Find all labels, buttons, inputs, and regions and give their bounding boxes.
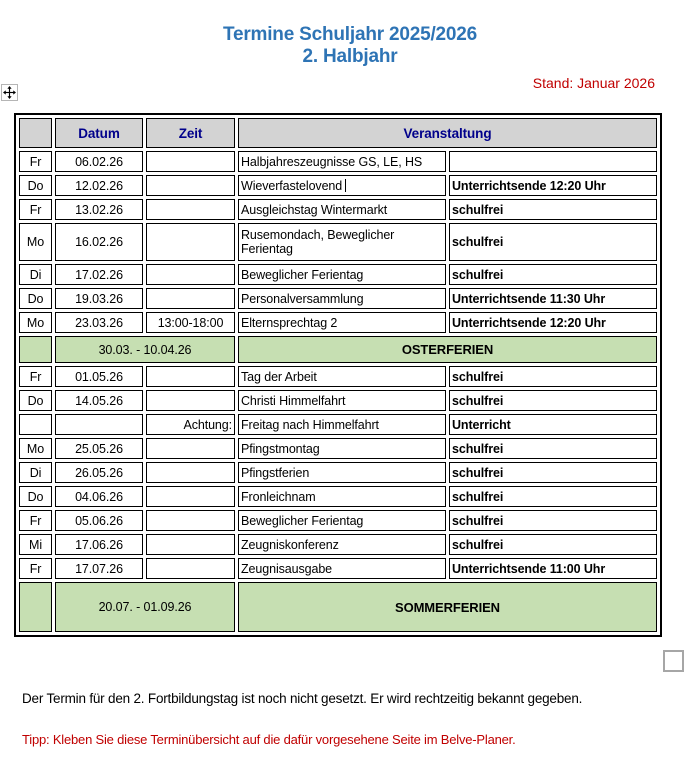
event-cell[interactable] <box>238 390 446 411</box>
event-row <box>19 199 657 220</box>
ferien-label-cell[interactable]: SOMMERFERIEN <box>238 582 657 632</box>
event-cell[interactable] <box>238 151 446 172</box>
header-datum[interactable]: Datum <box>55 118 143 148</box>
event-label: Personalversammlung <box>241 291 364 306</box>
status-cell[interactable]: schulfrei <box>449 462 657 483</box>
time-cell[interactable] <box>146 223 235 261</box>
time-cell[interactable] <box>146 175 235 196</box>
time-cell[interactable] <box>146 288 235 309</box>
status-cell[interactable]: schulfrei <box>449 366 657 387</box>
date-cell[interactable]: 23.03.26 <box>55 312 143 333</box>
status-cell[interactable]: schulfrei <box>449 390 657 411</box>
date-cell[interactable]: 17.06.26 <box>55 534 143 555</box>
event-label: Halbjahreszeugnisse GS, LE, HS <box>241 154 423 169</box>
stand-date: Stand: Januar 2026 <box>532 75 655 91</box>
table-body <box>19 151 657 632</box>
event-row <box>19 366 657 387</box>
event-row <box>19 462 657 483</box>
day-cell[interactable] <box>19 414 52 435</box>
date-cell[interactable]: 26.05.26 <box>55 462 143 483</box>
date-range-cell[interactable]: 20.07. - 01.09.26 <box>55 582 235 632</box>
status-cell[interactable] <box>449 151 657 172</box>
event-cell[interactable] <box>238 264 446 285</box>
event-row <box>19 438 657 459</box>
day-cell[interactable]: Mo <box>19 312 52 333</box>
status-cell[interactable]: Unterricht <box>449 414 657 435</box>
day-cell[interactable]: Fr <box>19 151 52 172</box>
time-cell[interactable] <box>146 510 235 531</box>
day-cell[interactable]: Fr <box>19 366 52 387</box>
event-cell[interactable] <box>238 223 446 261</box>
day-cell[interactable]: Fr <box>19 199 52 220</box>
date-cell[interactable]: 06.02.26 <box>55 151 143 172</box>
status-cell[interactable]: Unterrichtsende 12:20 Uhr <box>449 175 657 196</box>
date-cell[interactable]: 04.06.26 <box>55 486 143 507</box>
time-cell[interactable]: 13:00-18:00 <box>146 312 235 333</box>
day-cell[interactable]: Do <box>19 288 52 309</box>
event-label: Tag der Arbeit <box>241 369 317 384</box>
day-cell[interactable]: Fr <box>19 558 52 579</box>
date-cell[interactable]: 05.06.26 <box>55 510 143 531</box>
event-label: Zeugniskonferenz <box>241 537 339 552</box>
date-cell[interactable]: 13.02.26 <box>55 199 143 220</box>
table-move-handle[interactable] <box>1 84 18 101</box>
text-cursor <box>345 179 346 192</box>
table-resize-handle[interactable] <box>663 650 684 672</box>
event-label: Christi Himmelfahrt <box>241 393 346 408</box>
event-label: Wieverfastelovend <box>241 178 343 193</box>
day-cell[interactable]: Do <box>19 486 52 507</box>
table-header-row <box>19 118 657 148</box>
time-cell[interactable] <box>146 486 235 507</box>
date-cell[interactable]: 01.05.26 <box>55 366 143 387</box>
event-label: Beweglicher Ferientag <box>241 267 364 282</box>
event-label: Elternsprechtag 2 <box>241 315 338 330</box>
event-label: Zeugnisausgabe <box>241 561 333 576</box>
status-cell[interactable]: schulfrei <box>449 223 657 261</box>
time-cell[interactable] <box>146 390 235 411</box>
time-cell[interactable] <box>146 438 235 459</box>
day-cell[interactable] <box>19 336 52 363</box>
event-cell[interactable] <box>238 288 446 309</box>
date-cell[interactable]: 19.03.26 <box>55 288 143 309</box>
event-cell[interactable] <box>238 199 446 220</box>
time-cell[interactable] <box>146 462 235 483</box>
termine-table <box>14 113 662 637</box>
event-row <box>19 264 657 285</box>
event-row <box>19 486 657 507</box>
event-row <box>19 510 657 531</box>
event-cell[interactable] <box>238 366 446 387</box>
time-cell[interactable] <box>146 558 235 579</box>
status-cell[interactable]: Unterrichtsende 11:30 Uhr <box>449 288 657 309</box>
status-cell[interactable]: schulfrei <box>449 438 657 459</box>
event-cell[interactable] <box>238 438 446 459</box>
event-row <box>19 151 657 172</box>
event-label: Beweglicher Ferientag <box>241 513 364 528</box>
status-cell[interactable]: schulfrei <box>449 510 657 531</box>
event-cell[interactable] <box>238 462 446 483</box>
event-cell[interactable] <box>238 558 446 579</box>
status-cell[interactable]: schulfrei <box>449 534 657 555</box>
event-row <box>19 288 657 309</box>
note-text: Der Termin für den 2. Fortbildungstag ist noch nicht gesetzt. Er wird rechtzeitig bekannt gegeben. <box>22 690 583 706</box>
event-cell[interactable] <box>238 510 446 531</box>
date-cell[interactable]: 25.05.26 <box>55 438 143 459</box>
header-veranstaltung[interactable]: Veranstaltung <box>238 118 657 148</box>
move-cross-icon <box>3 86 16 99</box>
header-zeit[interactable]: Zeit <box>146 118 235 148</box>
date-cell[interactable]: 14.05.26 <box>55 390 143 411</box>
header-day[interactable] <box>19 118 52 148</box>
date-cell[interactable] <box>55 414 143 435</box>
event-cell[interactable] <box>238 175 446 196</box>
time-cell[interactable] <box>146 366 235 387</box>
event-row <box>19 223 657 261</box>
event-label: Freitag nach Himmelfahrt <box>241 417 379 432</box>
event-cell[interactable] <box>238 312 446 333</box>
title-line-1: Termine Schuljahr 2025/2026 <box>222 24 478 45</box>
date-cell[interactable]: 12.02.26 <box>55 175 143 196</box>
date-cell[interactable]: 17.07.26 <box>55 558 143 579</box>
event-row <box>19 390 657 411</box>
title-line-2: 2. Halbjahr <box>302 46 398 67</box>
event-label: Pfingstferien <box>241 465 310 480</box>
event-label: Rusemondach, Beweglicher Ferientag <box>241 228 395 256</box>
event-cell[interactable] <box>238 486 446 507</box>
status-cell[interactable]: schulfrei <box>449 264 657 285</box>
event-row <box>19 175 657 196</box>
event-row <box>19 414 657 435</box>
day-cell[interactable] <box>19 582 52 632</box>
page-title <box>0 24 700 68</box>
day-cell[interactable]: Di <box>19 462 52 483</box>
date-cell[interactable]: 16.02.26 <box>55 223 143 261</box>
ferien-label-cell[interactable]: OSTERFERIEN <box>238 336 657 363</box>
status-cell[interactable]: schulfrei <box>449 486 657 507</box>
date-cell[interactable]: 17.02.26 <box>55 264 143 285</box>
time-cell[interactable] <box>146 534 235 555</box>
event-row <box>19 558 657 579</box>
event-label: Pfingstmontag <box>241 441 320 456</box>
time-cell[interactable] <box>146 199 235 220</box>
event-label: Ausgleichstag Wintermarkt <box>241 202 388 217</box>
status-cell[interactable]: Unterrichtsende 11:00 Uhr <box>449 558 657 579</box>
event-label: Fronleichnam <box>241 489 316 504</box>
day-cell[interactable]: Mo <box>19 438 52 459</box>
event-row <box>19 534 657 555</box>
time-cell[interactable]: Achtung: <box>146 414 235 435</box>
tip-text: Tipp: Kleben Sie diese Terminübersicht auf die dafür vorgesehene Seite im Belve-Planer. <box>22 732 516 747</box>
time-cell[interactable] <box>146 151 235 172</box>
date-range-cell[interactable]: 30.03. - 10.04.26 <box>55 336 235 363</box>
event-cell[interactable] <box>238 414 446 435</box>
event-row <box>19 312 657 333</box>
day-cell[interactable]: Di <box>19 264 52 285</box>
day-cell[interactable]: Mo <box>19 223 52 261</box>
event-cell[interactable] <box>238 534 446 555</box>
day-cell[interactable]: Fr <box>19 510 52 531</box>
status-cell[interactable]: Unterrichtsende 12:20 Uhr <box>449 312 657 333</box>
day-cell[interactable]: Mi <box>19 534 52 555</box>
day-cell[interactable]: Do <box>19 175 52 196</box>
ferien-row <box>19 582 657 632</box>
status-cell[interactable]: schulfrei <box>449 199 657 220</box>
day-cell[interactable]: Do <box>19 390 52 411</box>
ferien-row <box>19 336 657 363</box>
time-cell[interactable] <box>146 264 235 285</box>
